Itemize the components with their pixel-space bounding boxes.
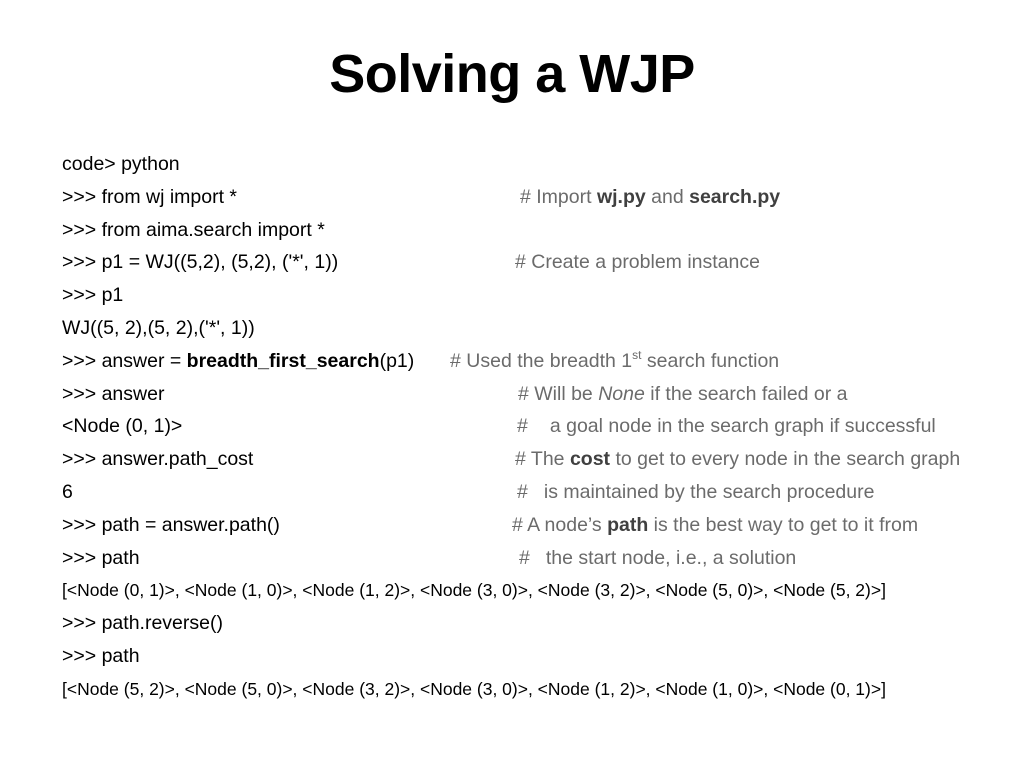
code-text: >>> from wj import * [62,185,238,208]
comment-text: # A node’s [512,513,608,536]
code-text: >>> from aima.search import * [62,218,325,241]
code-line [62,673,1012,706]
code-line [62,214,1012,247]
code-line [62,410,1012,443]
comment-text: the start node, i.e., a solution [545,546,797,569]
comment-emphasis: wj.py [596,185,646,208]
code-comment: # Create a problem instance [515,251,760,274]
code-comment [520,181,780,214]
comment-text: # Will be [518,382,599,405]
comment-text: to get to every node in the search graph [610,448,961,471]
comment-text: # Used the breadth 1 [450,349,633,372]
comment-italic: None [598,382,645,405]
superscript: st [632,347,642,362]
comment-emphasis: cost [569,448,611,471]
code-text: <Node (0, 1)> [62,415,183,438]
code-text: >>> answer [62,382,165,405]
code-text: WJ((5, 2),(5, 2),('*', 1)) [62,316,255,339]
comment-text: # [519,546,530,569]
code-line [62,246,1012,279]
code-line [62,476,1012,509]
comment-text: a goal node in the search graph if successful [549,415,936,438]
code-text: >>> path.reverse() [62,612,223,635]
comment-text: and [645,185,690,208]
code-line [62,378,1012,411]
code-text: [<Node (0, 1)>, <Node (1, 0)>, <Node (1, 2)>, <Node (3, 0)>, <Node (3, 2)>, <Node (5, 0)>, <Node (5, 2)>] [62,580,886,601]
code-comment [517,476,874,509]
comment-text: # Import [520,185,597,208]
code-text: >>> answer.path_cost [62,448,254,471]
code-text: >>> answer = [62,349,187,372]
code-text: [<Node (5, 2)>, <Node (5, 0)>, <Node (3, 2)>, <Node (3, 0)>, <Node (1, 2)>, <Node (1, 0)>, <Node (0, 1)>] [62,678,886,699]
comment-text: # [517,480,528,503]
code-comment [450,345,779,378]
comment-text: search function [641,349,780,372]
code-text: (p1) [379,349,415,372]
comment-text: # [517,415,528,438]
code-line [62,640,1012,673]
code-comment [512,509,918,542]
code-line [62,574,1012,607]
code-line [62,607,1012,640]
code-emphasis: breadth_first_search [186,349,380,372]
slide-title: Solving a WJP [329,44,695,104]
code-line [62,279,1012,312]
comment-text: is maintained by the search procedure [543,480,875,503]
code-text: >>> path = answer.path() [62,513,280,536]
code-line [62,443,1012,476]
code-text: >>> p1 [62,284,124,307]
code-line [62,312,1012,345]
code-text [62,345,414,378]
comment-emphasis: search.py [689,185,781,208]
code-text: >>> p1 = WJ((5,2), (5,2), ('*', 1)) [62,251,339,274]
comment-text: if the search failed or a [644,382,848,405]
code-line [62,181,1012,214]
comment-emphasis: path [607,513,649,536]
code-line [62,148,1012,181]
code-comment [517,410,936,443]
code-comment [519,542,796,575]
code-text: >>> path [62,644,140,667]
slide-body [62,148,1012,706]
comment-text: # The [515,448,570,471]
code-text: >>> path [62,546,140,569]
comment-text: is the best way to get to it from [648,513,919,536]
code-text: 6 [62,480,73,503]
code-line [62,345,1012,378]
code-comment [518,378,848,411]
code-text: code> python [62,153,180,175]
code-comment [515,443,960,476]
code-line [62,509,1012,542]
code-line [62,542,1012,575]
